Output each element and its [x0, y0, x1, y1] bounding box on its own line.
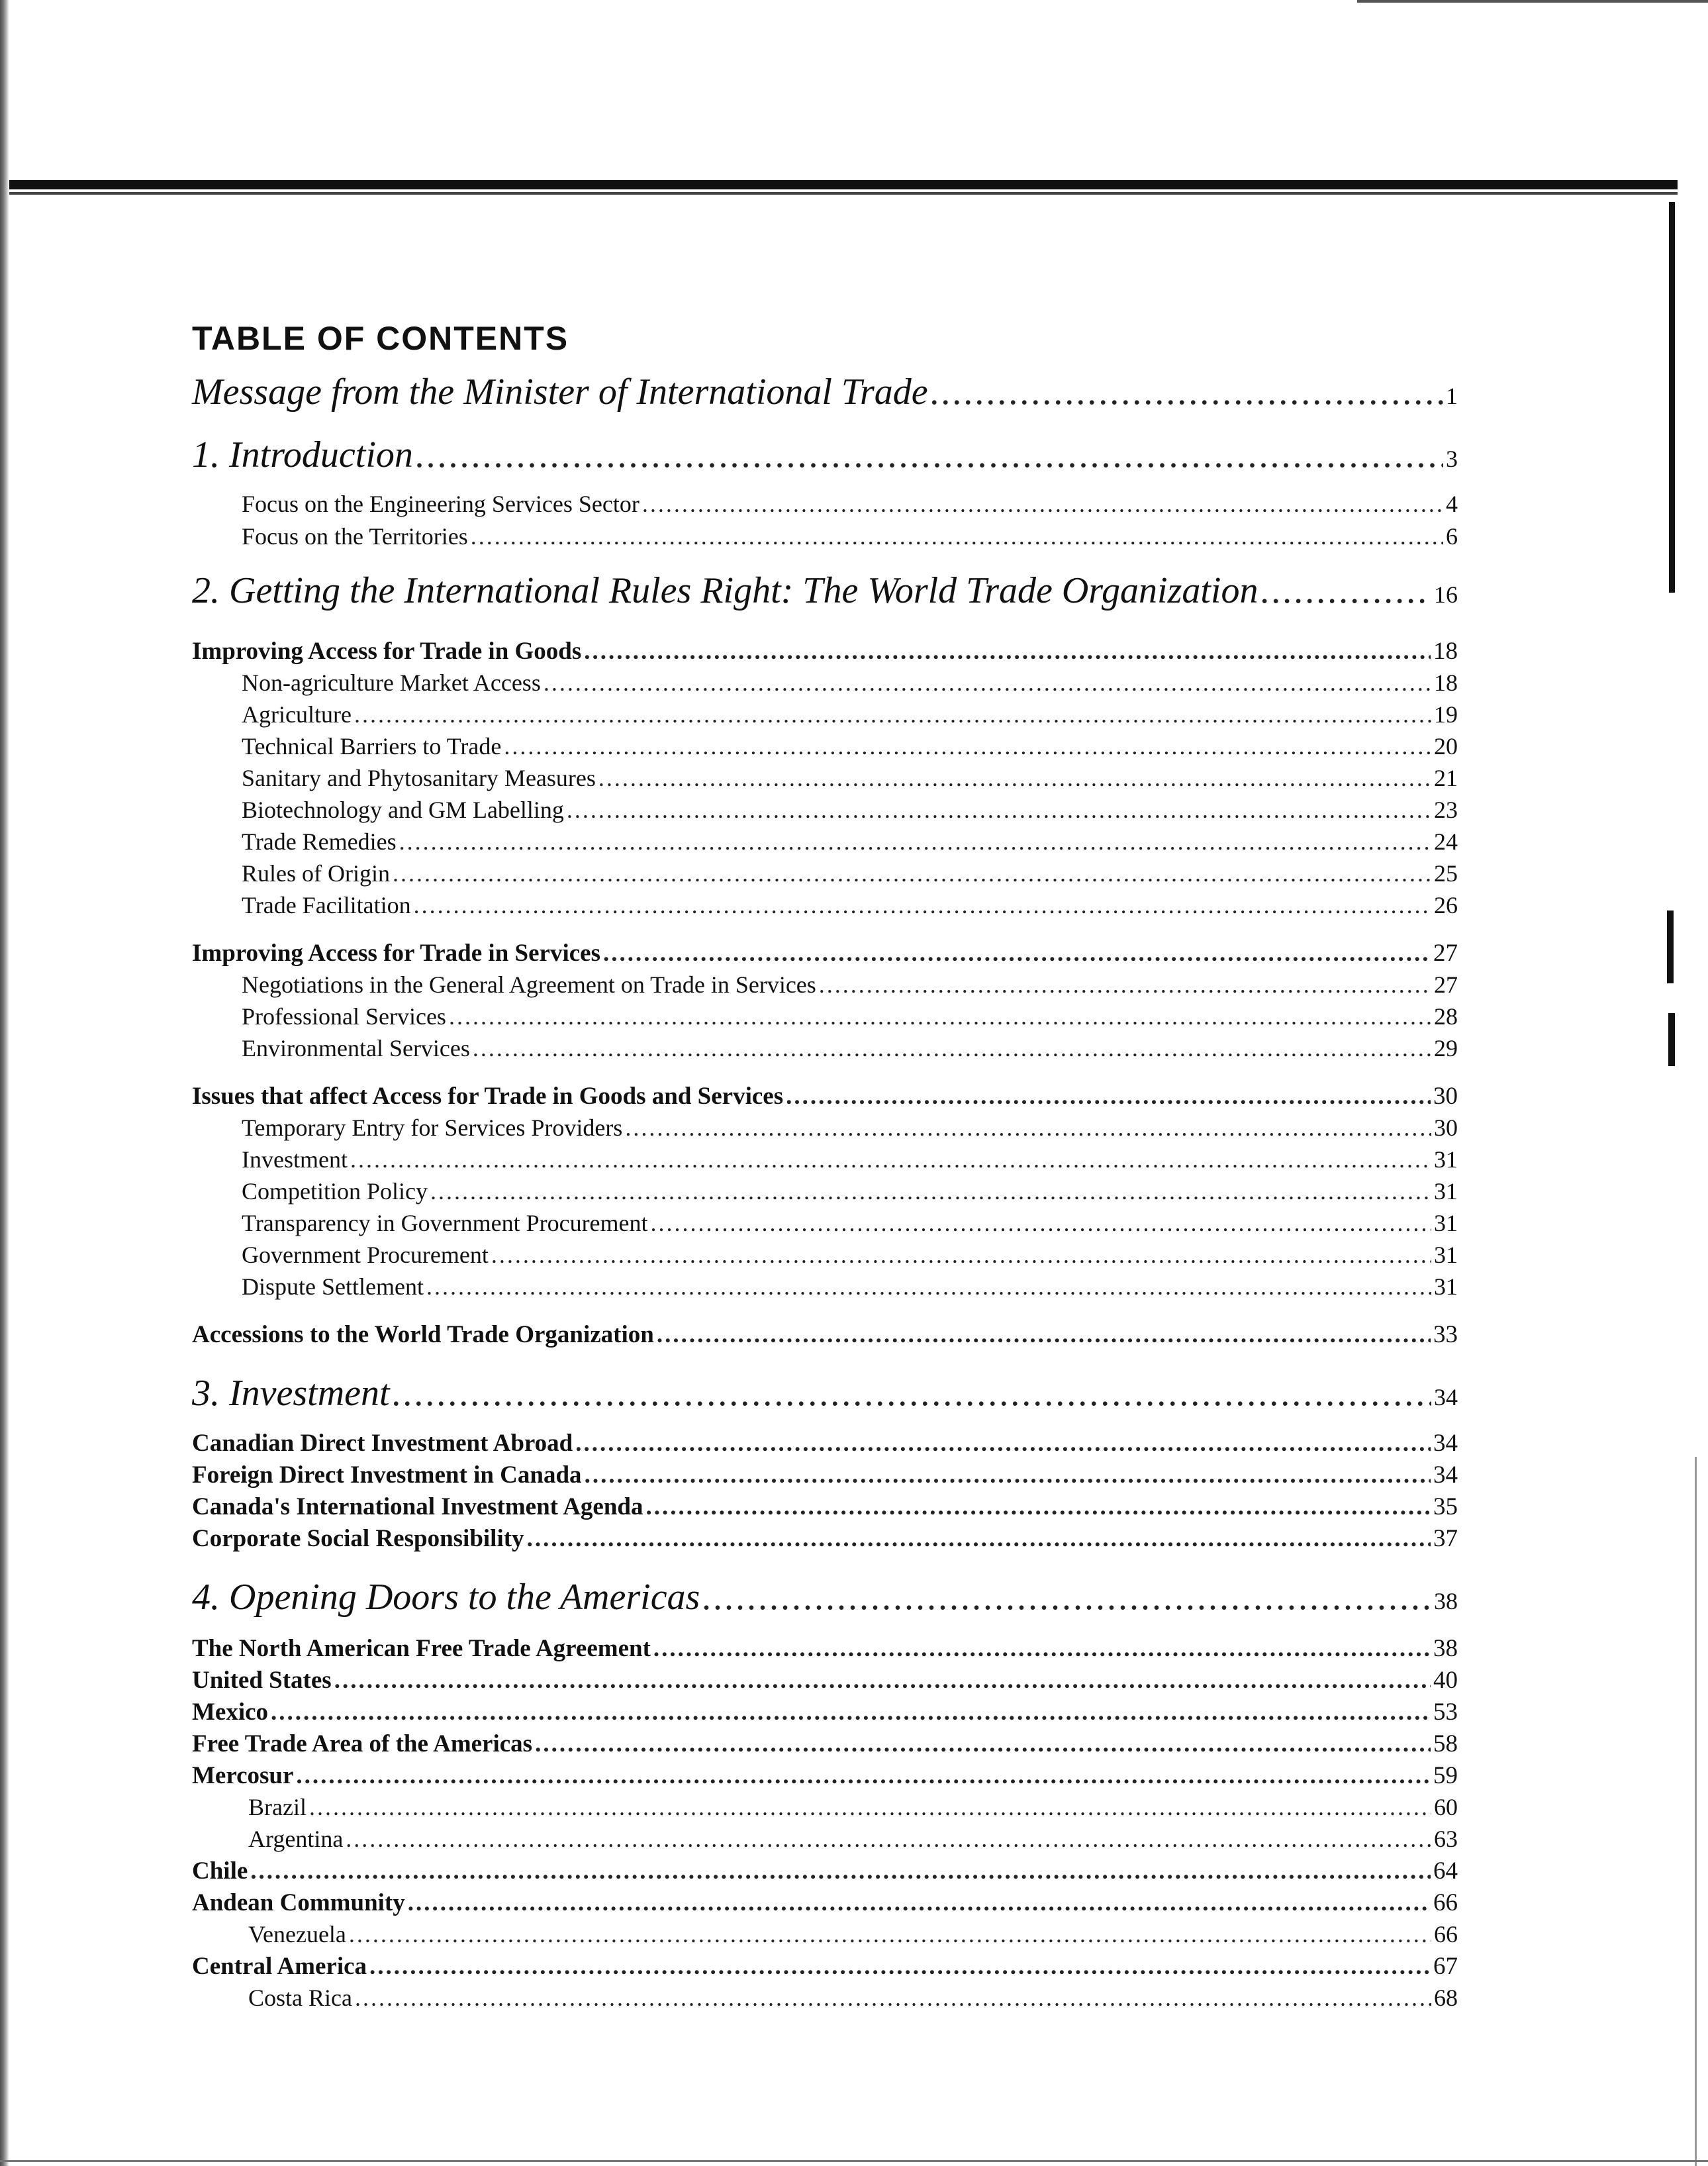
toc-entry-page: 33 — [1433, 1321, 1458, 1348]
toc-entry-page: 53 — [1433, 1698, 1458, 1726]
toc-leader-dots — [819, 971, 1431, 999]
toc-entry-title: 3. Investment — [192, 1373, 390, 1414]
toc-entry-page: 18 — [1433, 638, 1458, 665]
toc-entry-group — [192, 1666, 1458, 1695]
toc-entry-page: 28 — [1434, 1003, 1458, 1030]
toc-entry-page: 27 — [1433, 940, 1458, 967]
toc-entry-page: 31 — [1434, 1146, 1458, 1173]
toc-entry-page: 34 — [1433, 1430, 1458, 1457]
toc-entry-sub — [242, 1209, 1458, 1237]
toc-entry-sub — [242, 764, 1458, 792]
toc-entry-sub — [242, 1146, 1458, 1173]
toc-entry-sub — [242, 828, 1458, 856]
toc-entry-sub — [242, 891, 1458, 919]
toc-entry-title: Focus on the Territories — [242, 523, 468, 550]
toc-leader-dots — [250, 1857, 1431, 1885]
scan-top-right-line — [1357, 0, 1708, 3]
toc-leader-dots — [603, 939, 1431, 967]
toc-leader-dots — [349, 1920, 1431, 1948]
toc-entry-page: 38 — [1433, 1635, 1458, 1662]
toc-entry-title: Issues that affect Access for Trade in Goods and Services — [192, 1083, 784, 1110]
toc-entry-title: Canada's International Investment Agenda — [192, 1493, 643, 1520]
toc-leader-dots — [369, 1952, 1431, 1981]
toc-entry-group — [192, 1461, 1458, 1489]
toc-entry-page: 68 — [1434, 1985, 1458, 2011]
toc-entry-title: Mexico — [192, 1698, 269, 1726]
toc-entry-page: 34 — [1434, 1384, 1458, 1410]
scan-right-mark — [1668, 1013, 1675, 1066]
toc-entry-group — [192, 1889, 1458, 1917]
toc-entry-title: Government Procurement — [242, 1242, 489, 1268]
toc-entry-page: 6 — [1446, 523, 1458, 550]
toc-entry-page: 19 — [1434, 701, 1458, 728]
toc-entry-title: Chile — [192, 1857, 248, 1885]
toc-entry-sub — [242, 971, 1458, 999]
toc-leader-dots — [598, 764, 1431, 792]
toc-leader-dots — [334, 1666, 1431, 1695]
toc-entry-sub — [248, 1825, 1458, 1853]
toc-leader-dots — [296, 1761, 1431, 1790]
toc-entry-group — [192, 1857, 1458, 1885]
toc-entry-title: Trade Facilitation — [242, 892, 411, 918]
toc-entry-page: 24 — [1434, 828, 1458, 855]
toc-entry-page: 59 — [1433, 1762, 1458, 1789]
toc-entry-title: Foreign Direct Investment in Canada — [192, 1461, 582, 1489]
toc-entry-page: 31 — [1434, 1210, 1458, 1236]
toc-leader-dots — [350, 1146, 1431, 1173]
toc-entry-group — [192, 1634, 1458, 1663]
toc-entry-page: 27 — [1434, 971, 1458, 998]
toc-entry-sub — [242, 522, 1458, 550]
toc-entry-sub — [242, 860, 1458, 887]
toc-leader-dots — [354, 701, 1431, 728]
toc-entry-title: Argentina — [248, 1826, 344, 1852]
toc-leader-dots — [271, 1698, 1431, 1726]
toc-entry-title: 1. Introduction — [192, 434, 413, 475]
toc-entry-group — [192, 1698, 1458, 1726]
toc-entry-title: Improving Access for Trade in Services — [192, 940, 600, 967]
toc-entry-page: 64 — [1433, 1857, 1458, 1885]
toc-entry-section — [192, 569, 1458, 612]
toc-entry-group — [192, 1493, 1458, 1521]
toc-entry-page: 35 — [1433, 1493, 1458, 1520]
toc-leader-dots — [575, 1429, 1431, 1457]
toc-entry-page: 67 — [1433, 1953, 1458, 1980]
toc-entry-sub — [242, 1177, 1458, 1205]
toc-entry-title: Investment — [242, 1146, 348, 1173]
scan-top-rule-thin — [9, 192, 1678, 195]
toc-heading: TABLE OF CONTENTS — [192, 320, 569, 357]
scan-left-edge — [0, 0, 9, 2166]
toc-leader-dots — [355, 1984, 1431, 2012]
toc-leader-dots — [625, 1114, 1431, 1142]
toc-entry-section — [192, 434, 1458, 476]
toc-entry-page: 3 — [1446, 446, 1458, 472]
toc-leader-dots — [642, 490, 1443, 518]
toc-entry-page: 38 — [1434, 1588, 1458, 1614]
toc-leader-dots — [426, 1273, 1431, 1301]
scan-right-bar — [1669, 202, 1675, 593]
toc-entry-title: Costa Rica — [248, 1985, 352, 2011]
toc-leader-dots — [786, 1082, 1431, 1110]
toc-entry-page: 40 — [1433, 1667, 1458, 1694]
toc-entry-title: 2. Getting the International Rules Right: The World Trade Organization — [192, 570, 1258, 611]
toc-entry-sub — [248, 1984, 1458, 2012]
toc-entry-title: Focus on the Engineering Services Sector — [242, 491, 640, 517]
toc-leader-dots — [473, 1034, 1431, 1062]
toc-leader-dots — [399, 828, 1431, 856]
toc-entry-title: Message from the Minister of International Trade — [192, 371, 928, 413]
toc-entry-page: 1 — [1446, 383, 1458, 409]
toc-entry-group — [192, 1952, 1458, 1981]
toc-entry-sub — [242, 732, 1458, 760]
toc-leader-dots — [702, 1576, 1431, 1618]
toc-entry-sub — [242, 1003, 1458, 1030]
toc-leader-dots — [504, 732, 1431, 760]
toc-entry-title: Accessions to the World Trade Organization — [192, 1321, 654, 1348]
toc-entry-group — [192, 1320, 1458, 1349]
toc-entry-sub — [242, 669, 1458, 697]
toc-entry-page: 58 — [1433, 1730, 1458, 1757]
toc-leader-dots — [584, 637, 1431, 665]
toc-entry-group — [192, 1429, 1458, 1457]
toc-leader-dots — [449, 1003, 1431, 1030]
toc-entry-title: Central America — [192, 1953, 367, 1980]
toc-entry-title: Biotechnology and GM Labelling — [242, 797, 564, 823]
toc-leader-dots — [393, 1372, 1431, 1414]
toc-leader-dots — [651, 1209, 1431, 1237]
toc-entry-page: 25 — [1434, 860, 1458, 887]
toc-leader-dots — [414, 891, 1431, 919]
toc-entry-sub — [242, 1241, 1458, 1269]
toc-entry-section — [192, 1372, 1458, 1414]
toc-entry-page: 31 — [1434, 1178, 1458, 1205]
toc-entry-page: 20 — [1434, 733, 1458, 760]
toc-entry-page: 30 — [1433, 1083, 1458, 1110]
toc-entry-title: Venezuela — [248, 1921, 346, 1947]
toc-entry-group — [192, 637, 1458, 665]
toc-entry-page: 23 — [1434, 797, 1458, 823]
toc-entry-section — [192, 371, 1458, 413]
toc-entry-title: Mercosur — [192, 1762, 294, 1789]
toc-entry-sub — [242, 701, 1458, 728]
toc-entry-sub — [242, 1273, 1458, 1301]
toc-leader-dots — [393, 860, 1431, 887]
toc-entry-title: Canadian Direct Investment Abroad — [192, 1430, 573, 1457]
toc-leader-dots — [646, 1493, 1431, 1521]
toc-entry-title: Improving Access for Trade in Goods — [192, 638, 582, 665]
toc-entry-group — [192, 1730, 1458, 1758]
toc-leader-dots — [1261, 569, 1432, 612]
scan-top-rule — [9, 180, 1678, 189]
toc-leader-dots — [931, 371, 1443, 413]
toc-entry-sub — [242, 1114, 1458, 1142]
toc-entry-title: Competition Policy — [242, 1178, 428, 1205]
toc-leader-dots — [416, 434, 1443, 476]
toc-entry-sub — [248, 1920, 1458, 1948]
toc-entry-page: 29 — [1434, 1035, 1458, 1061]
toc-leader-dots — [585, 1461, 1431, 1489]
toc-entry-page: 66 — [1434, 1921, 1458, 1947]
toc-leader-dots — [527, 1524, 1431, 1553]
toc-entry-sub — [242, 1034, 1458, 1062]
toc-entry-title: Non-agriculture Market Access — [242, 669, 541, 696]
toc-entry-page: 26 — [1434, 892, 1458, 918]
toc-entry-page: 18 — [1434, 669, 1458, 696]
toc-entry-page: 60 — [1434, 1794, 1458, 1820]
toc-entry-title: Agriculture — [242, 701, 352, 728]
toc-entry-title: Trade Remedies — [242, 828, 397, 855]
toc-leader-dots — [471, 522, 1443, 550]
toc-leader-dots — [535, 1730, 1431, 1758]
toc-entry-title: Free Trade Area of the Americas — [192, 1730, 533, 1757]
toc-entry-group — [192, 1082, 1458, 1110]
toc-entry-page: 37 — [1433, 1525, 1458, 1552]
toc-leader-dots — [567, 796, 1431, 824]
toc-entry-title: Transparency in Government Procurement — [242, 1210, 648, 1236]
toc-entry-page: 31 — [1434, 1242, 1458, 1268]
toc-entry-page: 66 — [1433, 1889, 1458, 1916]
toc-entry-title: Technical Barriers to Trade — [242, 733, 502, 760]
toc-leader-dots — [309, 1793, 1431, 1821]
toc-leader-dots — [491, 1241, 1431, 1269]
toc-entry-title: The North American Free Trade Agreement — [192, 1635, 651, 1662]
toc-entry-title: 4. Opening Doors to the Americas — [192, 1577, 700, 1618]
toc-entry-group — [192, 939, 1458, 967]
toc-entry-title: Temporary Entry for Services Providers — [242, 1114, 623, 1141]
toc-entry-group — [192, 1524, 1458, 1553]
toc-leader-dots — [544, 669, 1431, 697]
toc-entry-title: United States — [192, 1667, 332, 1694]
toc-leader-dots — [653, 1634, 1431, 1663]
scan-right-edge — [1695, 1457, 1697, 2166]
toc-entry-title: Environmental Services — [242, 1035, 470, 1061]
toc-entry-page: 31 — [1434, 1273, 1458, 1300]
toc-entry-page: 4 — [1446, 491, 1458, 517]
toc-entry-page: 30 — [1434, 1114, 1458, 1141]
toc-entry-title: Dispute Settlement — [242, 1273, 424, 1300]
scan-bottom-line — [0, 2160, 1708, 2162]
toc-entry-sub — [248, 1793, 1458, 1821]
toc-entry-page: 21 — [1434, 765, 1458, 791]
toc-entry-title: Andean Community — [192, 1889, 405, 1916]
toc-leader-dots — [430, 1177, 1431, 1205]
toc-leader-dots — [657, 1320, 1431, 1349]
toc-entry-page: 34 — [1433, 1461, 1458, 1489]
toc-entry-sub — [242, 490, 1458, 518]
toc-entry-sub — [242, 796, 1458, 824]
toc-entry-title: Professional Services — [242, 1003, 446, 1030]
toc-entry-title: Rules of Origin — [242, 860, 390, 887]
toc-leader-dots — [346, 1825, 1431, 1853]
toc-entry-section — [192, 1576, 1458, 1618]
toc-entry-title: Brazil — [248, 1794, 307, 1820]
scan-right-mark — [1667, 911, 1674, 983]
toc-entry-page: 63 — [1434, 1826, 1458, 1852]
toc-leader-dots — [408, 1889, 1431, 1917]
toc-entry-group — [192, 1761, 1458, 1790]
toc-entry-title: Negotiations in the General Agreement on Trade in Services — [242, 971, 816, 998]
toc-entry-title: Sanitary and Phytosanitary Measures — [242, 765, 596, 791]
toc-entry-page: 16 — [1434, 581, 1458, 608]
toc-entry-title: Corporate Social Responsibility — [192, 1525, 524, 1552]
